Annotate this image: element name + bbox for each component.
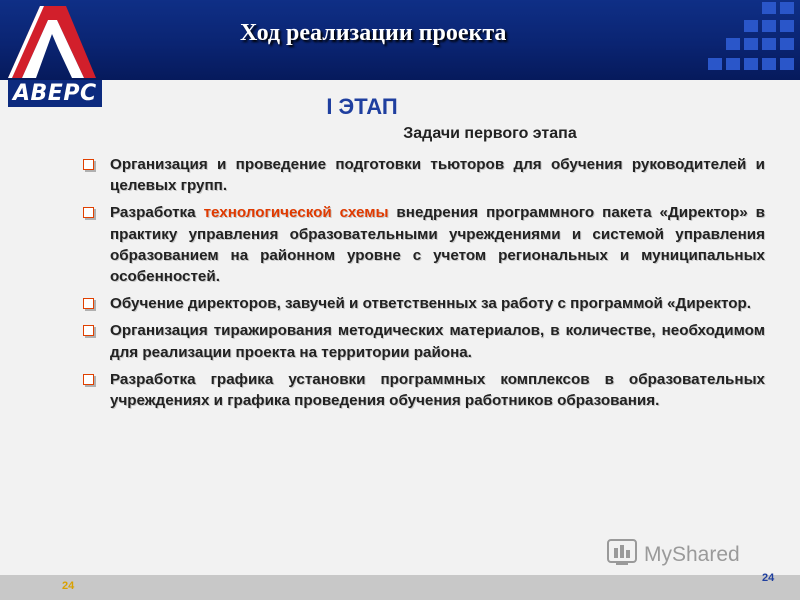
task-text: Организация и проведение подготовки тьюторов для обучения руководителей и целевых групп.	[110, 156, 765, 195]
page-title: Ход реализации проекта	[240, 20, 507, 46]
checkbox-bullet-icon	[83, 374, 94, 385]
list-item	[80, 154, 765, 196]
stage-subtitle: Задачи первого этапа	[403, 125, 577, 142]
task-highlight: технологической схемы	[203, 204, 389, 222]
list-item	[80, 293, 765, 314]
page-number-right: 24	[762, 572, 775, 584]
checkbox-bullet-icon	[83, 298, 94, 309]
checkbox-bullet-icon	[83, 325, 94, 336]
task-text-after: внедрения программного пакета «Директор» в практику управления образовательными учреждениями и системой управления образованием на районном уровне с учетом региональных и муниципальных особенностей.	[110, 204, 765, 286]
page-number-left: 24	[62, 580, 75, 592]
list-item	[80, 202, 765, 287]
checkbox-bullet-icon	[83, 159, 94, 170]
checkbox-bullet-icon	[83, 207, 94, 218]
task-text: Обучение директоров, завучей и ответственных за работу с программой «Директор.	[110, 295, 751, 313]
footer-bar	[0, 575, 800, 600]
decorative-squares-icon	[700, 0, 800, 80]
watermark-text: MyShared	[644, 543, 740, 566]
task-text: Разработка графика установки программных комплексов в образовательных учреждениях и графика проведения обучения работников образования.	[110, 370, 765, 410]
task-text: Организация тиражирования методических материалов, в количестве, необходимом для реализации проекта на территории района.	[110, 322, 765, 361]
task-text-before: Разработка	[110, 204, 204, 222]
task-list	[80, 154, 765, 417]
list-item	[80, 320, 765, 362]
watermark-logo	[606, 534, 766, 574]
stage-title: I ЭТАП	[326, 94, 398, 119]
list-item	[80, 369, 765, 411]
logo-text: АВЕРС	[8, 80, 102, 107]
